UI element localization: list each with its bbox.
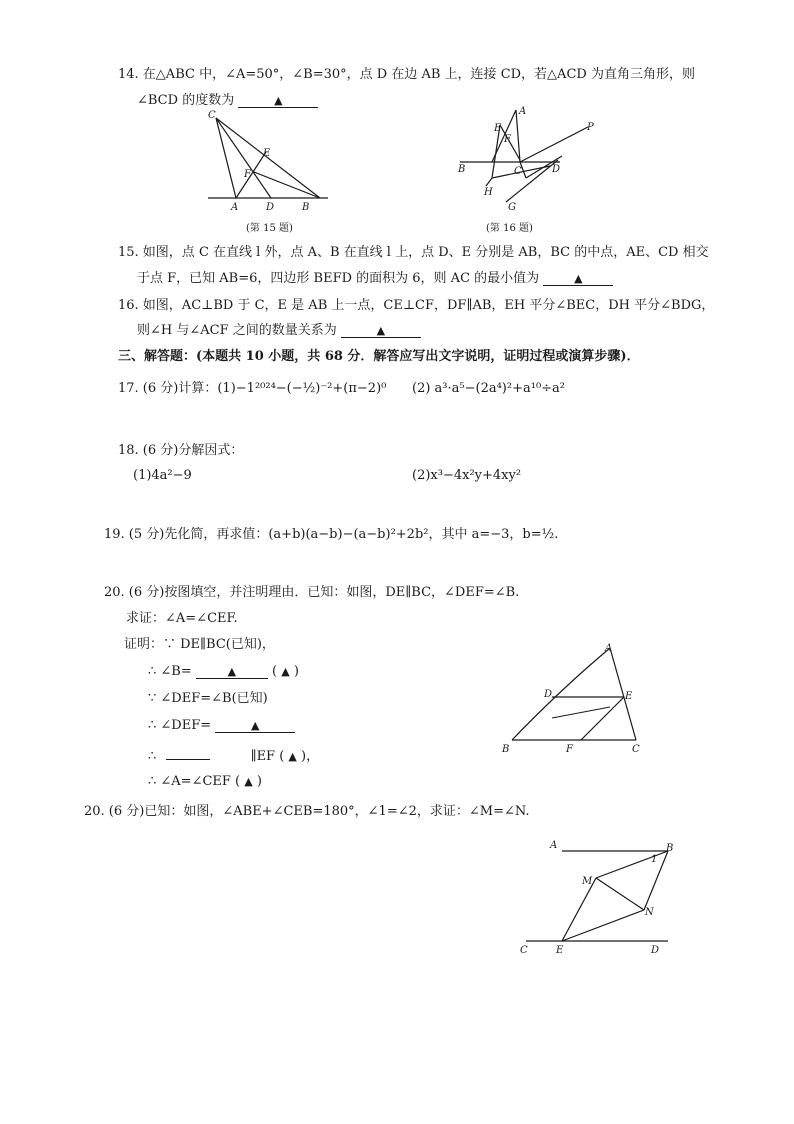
fig16-label-G: G <box>508 202 516 213</box>
fig20a-label-A: A <box>605 643 613 654</box>
fig15-label-C: C <box>208 110 216 121</box>
q17-line <box>118 380 386 398</box>
q20a-step3-prefix: ∴ ∠DEF= <box>148 718 212 733</box>
fig16-label-P: P <box>587 122 594 133</box>
answer-mark-icon: ▲ <box>376 324 386 337</box>
answer-mark-icon[interactable]: ▲ <box>244 775 253 788</box>
fig20a-label-D: D <box>544 689 553 700</box>
fig20b-label-1: 1 <box>651 854 658 865</box>
q16-line1: 16. 如图，AC⊥BD 于 C，E 是 AB 上一点，CE⊥CF，DF∥AB，EH 平分∠BEC，DH 平分∠BDG， <box>118 298 715 313</box>
fig16-label-C: C <box>514 166 522 177</box>
figure-16 <box>457 106 594 213</box>
q20b-text: 20. (6 分)已知：如图，∠ABE+∠CEB=180°，∠1=∠2，求证：∠M=∠N. <box>84 804 530 819</box>
q18-part1: (1)4a²−9 <box>133 468 192 483</box>
q20a-step2: ∵ ∠DEF=∠B(已知) <box>148 691 268 706</box>
figure-20a <box>501 643 640 755</box>
q15-text: 于点 F，已知 AB=6，四边形 BEFD 的面积为 6，则 AC 的最小值为 <box>137 271 540 286</box>
answer-mark-icon: ▲ <box>574 272 583 285</box>
fig20b-label-B: B <box>666 843 674 854</box>
fig20b-label-M: M <box>582 876 593 887</box>
q19-text: 19. (5 分)先化简，再求值：(a+b)(a−b)−(a−b)²+2b²，其中 a=−3，b=½. <box>104 527 559 542</box>
q20a-step5 <box>148 773 262 791</box>
fig20a-label-C: C <box>632 744 640 755</box>
q20a-step1 <box>148 663 299 681</box>
fig16-caption: (第 16 题) <box>486 223 533 234</box>
q16-text: 则∠H 与∠ACF 之间的数量关系为 <box>137 323 337 338</box>
q20a-prove: 求证：∠A=∠CEF. <box>126 611 238 626</box>
answer-mark-icon[interactable]: ▲ <box>281 665 290 678</box>
q16-line2 <box>137 322 421 340</box>
fig16-label-E: E <box>494 123 502 134</box>
q17-part2: (2) a³·a⁵−(2a⁴)²+a¹⁰÷a² <box>412 381 566 396</box>
fig20a-label-E: E <box>625 691 633 702</box>
fig16-label-H: H <box>484 187 493 198</box>
q20a-step1-blank[interactable] <box>196 663 268 679</box>
q15-answer-blank[interactable] <box>543 270 613 286</box>
fig15-label-B: B <box>302 202 310 213</box>
fig20b-label-D: D <box>651 945 660 956</box>
fig16-label-F: F <box>504 134 511 145</box>
fig20b-label-N: N <box>645 907 654 918</box>
answer-mark-icon[interactable]: ▲ <box>288 750 297 763</box>
fig16-label-B: B <box>458 164 466 175</box>
fig20a-label-B: B <box>502 744 510 755</box>
q20a-step4-mid: ∥EF ( <box>250 749 285 764</box>
q20a-step4-prefix: ∴ <box>148 749 157 764</box>
q20a-step4-blank[interactable] <box>166 744 210 760</box>
figure-15 <box>208 110 328 213</box>
q20a-step4-suffix: )， <box>301 749 320 764</box>
q20a-head: 20. (6 分)按图填空，并注明理由．已知：如图，DE∥BC，∠DEF=∠B. <box>104 585 520 600</box>
q20a-step1-close: ) <box>293 664 299 679</box>
q20a-step3-blank[interactable] <box>215 717 295 733</box>
answer-mark-icon: ▲ <box>251 719 260 732</box>
fig20a-label-F: F <box>566 744 573 755</box>
fig15-label-A: A <box>231 202 239 213</box>
q14-text: ∠BCD 的度数为 <box>137 93 235 108</box>
fig20b-label-E: E <box>556 945 564 956</box>
fig20b-label-A: A <box>550 840 558 851</box>
q20a-step1-open: ( <box>272 664 278 679</box>
section3-heading: 三、解答题：(本题共 10 小题，共 68 分．解答应写出文字说明，证明过程或演算步骤)． <box>118 349 640 364</box>
fig16-label-A: A <box>519 106 527 117</box>
q17-head: 17. (6 分)计算：(1) <box>118 381 236 396</box>
q20a-step1-prefix: ∴ ∠B= <box>148 664 192 679</box>
figure-20b <box>520 840 673 956</box>
answer-mark-icon: ▲ <box>227 665 237 678</box>
fig15-label-D: D <box>266 202 275 213</box>
q14-line1: 14. 在△ABC 中，∠A=50°，∠B=30°，点 D 在边 AB 上，连接 CD，若△ACD 为直角三角形，则 <box>118 67 695 82</box>
q18-head: 18. (6 分)分解因式： <box>118 443 244 458</box>
q20a-step4 <box>148 744 319 766</box>
q16-answer-blank[interactable] <box>341 322 421 338</box>
fig16-label-D: D <box>552 164 561 175</box>
fig15-label-E: E <box>263 148 271 159</box>
fig15-caption: (第 15 题) <box>246 223 293 234</box>
q15-line2 <box>137 270 613 288</box>
q20a-step5-text: ∴ ∠A=∠CEF ( <box>148 774 241 789</box>
q17-part1: −1²⁰²⁴−(−½)⁻²+(π−2)⁰ <box>235 381 387 396</box>
answer-mark-icon: ▲ <box>274 94 283 107</box>
q18-part2: (2)x³−4x²y+4xy² <box>412 468 522 483</box>
q20a-proof0: 证明：∵ DE∥BC(已知)， <box>124 637 275 652</box>
q20a-step3 <box>148 717 295 735</box>
fig15-label-F: F <box>244 169 251 180</box>
fig20b-label-C: C <box>520 945 528 956</box>
q20a-step5-close: ) <box>256 774 262 789</box>
q15-line1: 15. 如图，点 C 在直线 l 外，点 A、B 在直线 l 上，点 D、E 分别是 AB，BC 的中点，AE、CD 相交 <box>118 245 709 260</box>
